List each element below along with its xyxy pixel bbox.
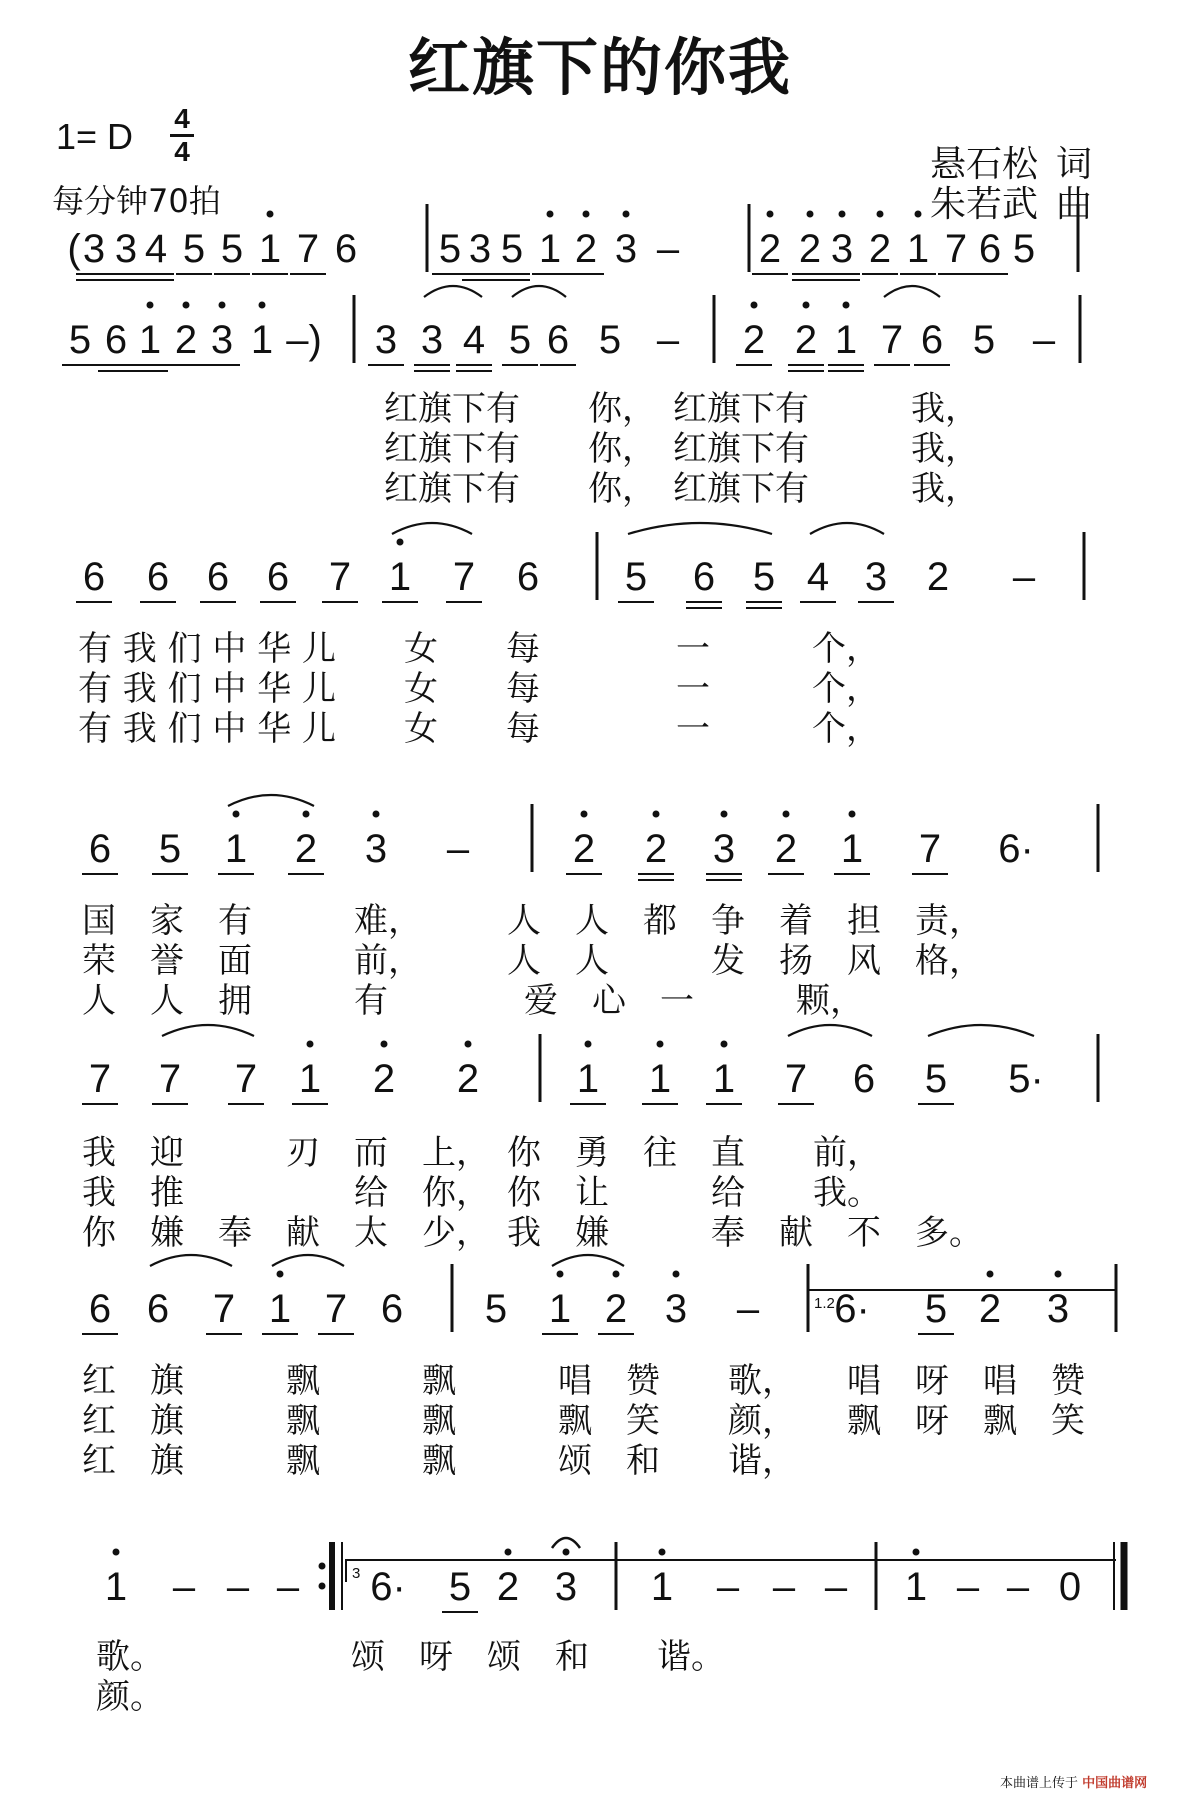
key-signature: 1= D <box>56 116 134 157</box>
note: 3 <box>82 227 106 271</box>
lyric-line: 红旗下有 你， 红旗下有 我， <box>384 429 979 469</box>
note: 5 <box>484 1287 508 1331</box>
note: 6 <box>104 318 128 362</box>
time-signature-bottom: 4 <box>174 136 190 167</box>
note: 1 <box>648 1057 672 1101</box>
note: 1 <box>104 1565 128 1609</box>
lyricist-name: 悬石松 <box>930 144 1039 185</box>
octave-dot <box>783 811 790 818</box>
note: 3 <box>664 1287 688 1331</box>
slur <box>424 286 482 297</box>
octave-dot <box>381 1041 388 1048</box>
note: 7 <box>88 1057 112 1101</box>
note: – <box>1006 1565 1030 1609</box>
octave-dot <box>277 1271 284 1278</box>
note: –) <box>286 318 322 362</box>
octave-dot <box>613 1271 620 1278</box>
note: 7 <box>944 227 968 271</box>
octave-dot <box>623 211 630 218</box>
note: 3 <box>712 827 736 871</box>
repeat-dot <box>319 1563 326 1570</box>
note: 6 <box>978 227 1002 271</box>
note: 3 <box>830 227 854 271</box>
note: 6 <box>380 1287 404 1331</box>
note: 2 <box>456 1057 480 1101</box>
note: 5 <box>508 318 532 362</box>
note: 1 <box>538 227 562 271</box>
lyric-line: 有 我 们 中 华 儿 女 每 一 个， <box>78 669 881 709</box>
note: 6· <box>998 827 1034 871</box>
note: 5 <box>1012 227 1036 271</box>
slur <box>628 523 772 534</box>
note: 6 <box>546 318 570 362</box>
note: 1 <box>834 318 858 362</box>
note: 4 <box>462 318 486 362</box>
note: 5 <box>68 318 92 362</box>
composer-name: 朱若武 <box>930 184 1039 225</box>
repeat-dot <box>319 1583 326 1590</box>
note: 5 <box>448 1565 472 1609</box>
note: – <box>772 1565 796 1609</box>
note: – <box>656 318 680 362</box>
note: 2 <box>978 1287 1002 1331</box>
octave-dot <box>465 1041 472 1048</box>
note: 2 <box>774 827 798 871</box>
note: 7 <box>880 318 904 362</box>
note: 5 <box>158 827 182 871</box>
note: 1 <box>268 1287 292 1331</box>
slur <box>228 795 314 806</box>
octave-dot <box>183 302 190 309</box>
note: 5 <box>752 555 776 599</box>
octave-dot <box>721 811 728 818</box>
note: 1 <box>548 1287 572 1331</box>
octave-dot <box>585 1041 592 1048</box>
octave-dot <box>1055 1271 1062 1278</box>
note: – <box>446 827 470 871</box>
note: 3 <box>364 827 388 871</box>
slur <box>150 1255 232 1266</box>
song-title: 红旗下的你我 <box>407 31 792 104</box>
note: 3 <box>210 318 234 362</box>
note: 6 <box>516 555 540 599</box>
note: – <box>716 1565 740 1609</box>
note: – <box>824 1565 848 1609</box>
note: 2 <box>294 827 318 871</box>
note: – <box>956 1565 980 1609</box>
octave-dot <box>915 211 922 218</box>
octave-dot <box>877 211 884 218</box>
octave-dot <box>547 211 554 218</box>
note: 1 <box>904 1565 928 1609</box>
octave-dot <box>721 1041 728 1048</box>
note: 6 <box>88 827 112 871</box>
octave-dot <box>803 302 810 309</box>
lyric-line: 红 旗 飘 飘 飘 笑 颜， 飘 呀 飘 笑 <box>82 1401 1085 1441</box>
octave-dot <box>751 302 758 309</box>
note: 3 <box>114 227 138 271</box>
fermata <box>552 1538 580 1548</box>
note: 5 <box>598 318 622 362</box>
note: 7 <box>452 555 476 599</box>
note: 6· <box>834 1287 870 1331</box>
octave-dot <box>913 1549 920 1556</box>
note: 3 <box>468 227 492 271</box>
note: 5 <box>924 1057 948 1101</box>
octave-dot <box>767 211 774 218</box>
note: – <box>1032 318 1056 362</box>
octave-dot <box>583 211 590 218</box>
note: 1 <box>712 1057 736 1101</box>
octave-dot <box>259 302 266 309</box>
composer-role: 曲 <box>1056 184 1093 225</box>
note: 5 <box>924 1287 948 1331</box>
lyric-line: 你 嫌 奉 献 太 少， 我 嫌 奉 献 不 多。 <box>82 1213 983 1253</box>
volta-label: 3 <box>352 1565 361 1582</box>
note: 6 <box>692 555 716 599</box>
note: – <box>172 1565 196 1609</box>
lyric-line: 红旗下有 你， 红旗下有 我， <box>384 469 979 509</box>
note: 3 <box>554 1565 578 1609</box>
note: 5 <box>500 227 524 271</box>
octave-dot <box>373 811 380 818</box>
note: 2 <box>926 555 950 599</box>
note: – <box>1012 555 1036 599</box>
octave-dot <box>659 1549 666 1556</box>
slur <box>512 286 566 297</box>
note: 3 <box>1046 1287 1070 1331</box>
note: 5 <box>624 555 648 599</box>
lyric-line: 有 我 们 中 华 儿 女 每 一 个， <box>78 709 881 749</box>
octave-dot <box>849 811 856 818</box>
time-signature-top: 4 <box>174 103 190 134</box>
note: 3 <box>374 318 398 362</box>
octave-dot <box>307 1041 314 1048</box>
octave-dot <box>219 302 226 309</box>
octave-dot <box>147 302 154 309</box>
note: 7 <box>324 1287 348 1331</box>
note: 6 <box>334 227 358 271</box>
site-name: 中国曲谱网 <box>1082 1776 1148 1791</box>
volta-label: 1.2 <box>814 1295 835 1312</box>
octave-dot <box>673 1271 680 1278</box>
note: 2 <box>868 227 892 271</box>
note: 1 <box>138 318 162 362</box>
note: 5 <box>182 227 206 271</box>
lyric-line: 红旗下有 你， 红旗下有 我， <box>384 389 979 429</box>
note: 2 <box>572 827 596 871</box>
note: – <box>226 1565 250 1609</box>
octave-dot <box>397 539 404 546</box>
slur <box>552 1255 624 1266</box>
note: 7 <box>784 1057 808 1101</box>
note: 6 <box>146 1287 170 1331</box>
note: 4 <box>144 227 168 271</box>
lyric-line: 我 推 给 你， 你 让 给 我。 <box>82 1173 881 1213</box>
lyricist-role: 词 <box>1056 144 1093 185</box>
note: 2 <box>604 1287 628 1331</box>
slur <box>788 1025 872 1036</box>
note: 6· <box>370 1565 406 1609</box>
note: 1 <box>224 827 248 871</box>
note: 6 <box>206 555 230 599</box>
upload-notice <box>1000 1772 1147 1791</box>
note: 5 <box>220 227 244 271</box>
octave-dot <box>843 302 850 309</box>
note: 1 <box>258 227 282 271</box>
slur <box>810 523 884 534</box>
note: 1 <box>250 318 274 362</box>
note: 7 <box>234 1057 258 1101</box>
lyric-line: 红 旗 飘 飘 颂 和 谐， <box>82 1441 796 1481</box>
octave-dot <box>807 211 814 218</box>
note: 2 <box>758 227 782 271</box>
octave-dot <box>303 811 310 818</box>
slur <box>272 1255 344 1266</box>
lyric-line: 荣 誉 面 前， 人 人 发 扬 风 格， <box>82 941 983 981</box>
octave-dot <box>557 1271 564 1278</box>
note: 0 <box>1058 1565 1082 1609</box>
octave-dot <box>505 1549 512 1556</box>
octave-dot <box>653 811 660 818</box>
note: 6 <box>852 1057 876 1101</box>
note: 1 <box>906 227 930 271</box>
note: – <box>656 227 680 271</box>
lyric-line: 颜。 <box>96 1677 164 1717</box>
note: 3 <box>864 555 888 599</box>
slur <box>884 286 940 297</box>
octave-dot <box>581 811 588 818</box>
note: 2 <box>644 827 668 871</box>
lyric-line: 歌。 颂 呀 颂 和 谐。 <box>96 1637 725 1677</box>
note: 3 <box>614 227 638 271</box>
octave-dot <box>113 1549 120 1556</box>
note: 7 <box>158 1057 182 1101</box>
octave-dot <box>233 811 240 818</box>
note: 2 <box>798 227 822 271</box>
note: 6 <box>920 318 944 362</box>
note: 6 <box>88 1287 112 1331</box>
note: ( <box>67 227 81 271</box>
note: 7 <box>328 555 352 599</box>
note: 2 <box>742 318 766 362</box>
note: 4 <box>806 555 830 599</box>
note: 7 <box>918 827 942 871</box>
note: 6 <box>146 555 170 599</box>
lyric-line: 红 旗 飘 飘 唱 赞 歌， 唱 呀 唱 赞 <box>82 1361 1085 1401</box>
note: 5 <box>438 227 462 271</box>
slur <box>928 1025 1034 1036</box>
slur <box>392 523 472 534</box>
octave-dot <box>267 211 274 218</box>
lyric-line: 人 人 拥 有 爱 心 一 颗， <box>82 981 864 1021</box>
note: 7 <box>296 227 320 271</box>
note: – <box>736 1287 760 1331</box>
note: 5 <box>972 318 996 362</box>
note: 3 <box>420 318 444 362</box>
note: 2 <box>174 318 198 362</box>
octave-dot <box>987 1271 994 1278</box>
lyric-line: 有 我 们 中 华 儿 女 每 一 个， <box>78 629 881 669</box>
octave-dot <box>839 211 846 218</box>
note: 6 <box>82 555 106 599</box>
note: 2 <box>794 318 818 362</box>
octave-dot <box>657 1041 664 1048</box>
note: 1 <box>840 827 864 871</box>
octave-dot <box>563 1549 570 1556</box>
note: 6 <box>266 555 290 599</box>
lyric-line: 我 迎 刃 而 上， 你 勇 往 直 前， <box>82 1133 881 1173</box>
note: 1 <box>298 1057 322 1101</box>
note: 1 <box>576 1057 600 1101</box>
lyric-line: 国 家 有 难， 人 人 都 争 着 担 责， <box>82 901 983 941</box>
note: 1 <box>388 555 412 599</box>
note: 2 <box>574 227 598 271</box>
slur <box>162 1025 254 1036</box>
note: 1 <box>650 1565 674 1609</box>
tempo-marking: 每分钟70拍 <box>52 182 221 220</box>
note: 2 <box>496 1565 520 1609</box>
note: 7 <box>212 1287 236 1331</box>
note: 2 <box>372 1057 396 1101</box>
upload-notice-text: 本曲谱上传于 <box>1000 1776 1079 1791</box>
note: 5· <box>1008 1057 1044 1101</box>
note: – <box>276 1565 300 1609</box>
